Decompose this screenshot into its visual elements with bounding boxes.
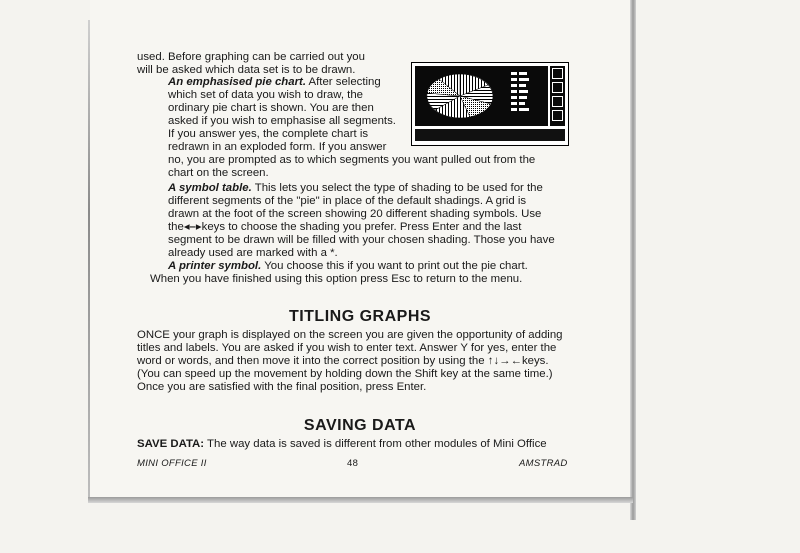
body-line: different segments of the "pie" in place of the default shadings. A grid is (168, 195, 527, 207)
arrow-keys-icon: ↑↓→← (487, 355, 522, 367)
body-line: drawn at the foot of the screen showing 20 different shading symbols. Use (168, 208, 542, 220)
body-line: used. Before graphing can be carried out you (137, 51, 365, 63)
body-line: no, you are prompted as to which segments you want pulled out from the (168, 154, 536, 166)
figure-icon-column (550, 66, 565, 126)
left-right-arrows-icon: ◂–▸ (183, 221, 202, 233)
body-line: asked if you wish to emphasise all segments. (168, 115, 396, 127)
body-line: titles and labels. You are asked if you wish to enter text. Answer Y for yes, enter the (137, 342, 557, 354)
body-line: redrawn in an exploded form. If you answer (168, 141, 387, 153)
body-line: which set of data you wish to draw, the (168, 89, 364, 101)
titling-heading: TITLING GRAPHS (288, 308, 432, 325)
body-line: If you answer yes, the complete chart is (168, 128, 369, 140)
screen-figure (411, 62, 569, 146)
page-right-edge (630, 0, 636, 520)
printer-icon (552, 110, 563, 121)
page-bottom-edge (88, 497, 633, 503)
page-number: 48 (347, 458, 359, 469)
figure-status-bar (415, 129, 565, 141)
exploded-pie-icon (552, 82, 563, 93)
body-line: already used are marked with a *. (168, 247, 338, 259)
figure-pie-chart (415, 66, 548, 126)
body-line: chart on the screen. (168, 167, 269, 179)
emphasised-first: After selecting (308, 76, 381, 88)
saving-line (137, 437, 547, 452)
save-data-text: The way data is saved is different from other modules of Mini Office (207, 438, 547, 450)
figure-legend (511, 72, 529, 111)
arrow-pre: word or words, and then move it into the correct position by using the (137, 355, 485, 367)
figure-screen (415, 66, 548, 126)
footer-left: MINI OFFICE II (137, 458, 207, 469)
body-line: (You can speed up the movement by holding down the Shift key at the same time.) (137, 368, 553, 380)
save-data-label: SAVE DATA: (137, 438, 205, 450)
arrow-post: keys. (521, 355, 549, 367)
body-line: segment to be drawn will be filled with your chosen shading. Those you have (168, 234, 555, 246)
symbol-table-icon (552, 96, 563, 107)
symbol-table-title: A symbol table. (168, 182, 252, 194)
body-line: ONCE your graph is displayed on the screen you are given the opportunity of adding (137, 329, 563, 341)
keys-pre: the (168, 221, 184, 233)
saving-heading: SAVING DATA (303, 417, 417, 434)
emphasised-title: An emphasised pie chart. (168, 76, 306, 88)
body-line: ordinary pie chart is shown. You are then (168, 102, 374, 114)
pie-icon (552, 68, 563, 79)
printer-symbol-title: A printer symbol. (168, 260, 262, 272)
symbol-table-first: This lets you select the type of shading to be used for the (254, 182, 543, 194)
body-line: Once you are satisfied with the final position, press Enter. (137, 381, 427, 393)
keys-post: keys to choose the shading you prefer. Press Enter and the last (201, 221, 522, 233)
body-line: will be asked which data set is to be drawn. (137, 64, 356, 76)
footer-right: AMSTRAD (519, 458, 568, 469)
finished-line: When you have finished using this option press Esc to return to the menu. (150, 273, 523, 285)
printer-symbol-first: You choose this if you want to print out the pie chart. (264, 260, 528, 272)
